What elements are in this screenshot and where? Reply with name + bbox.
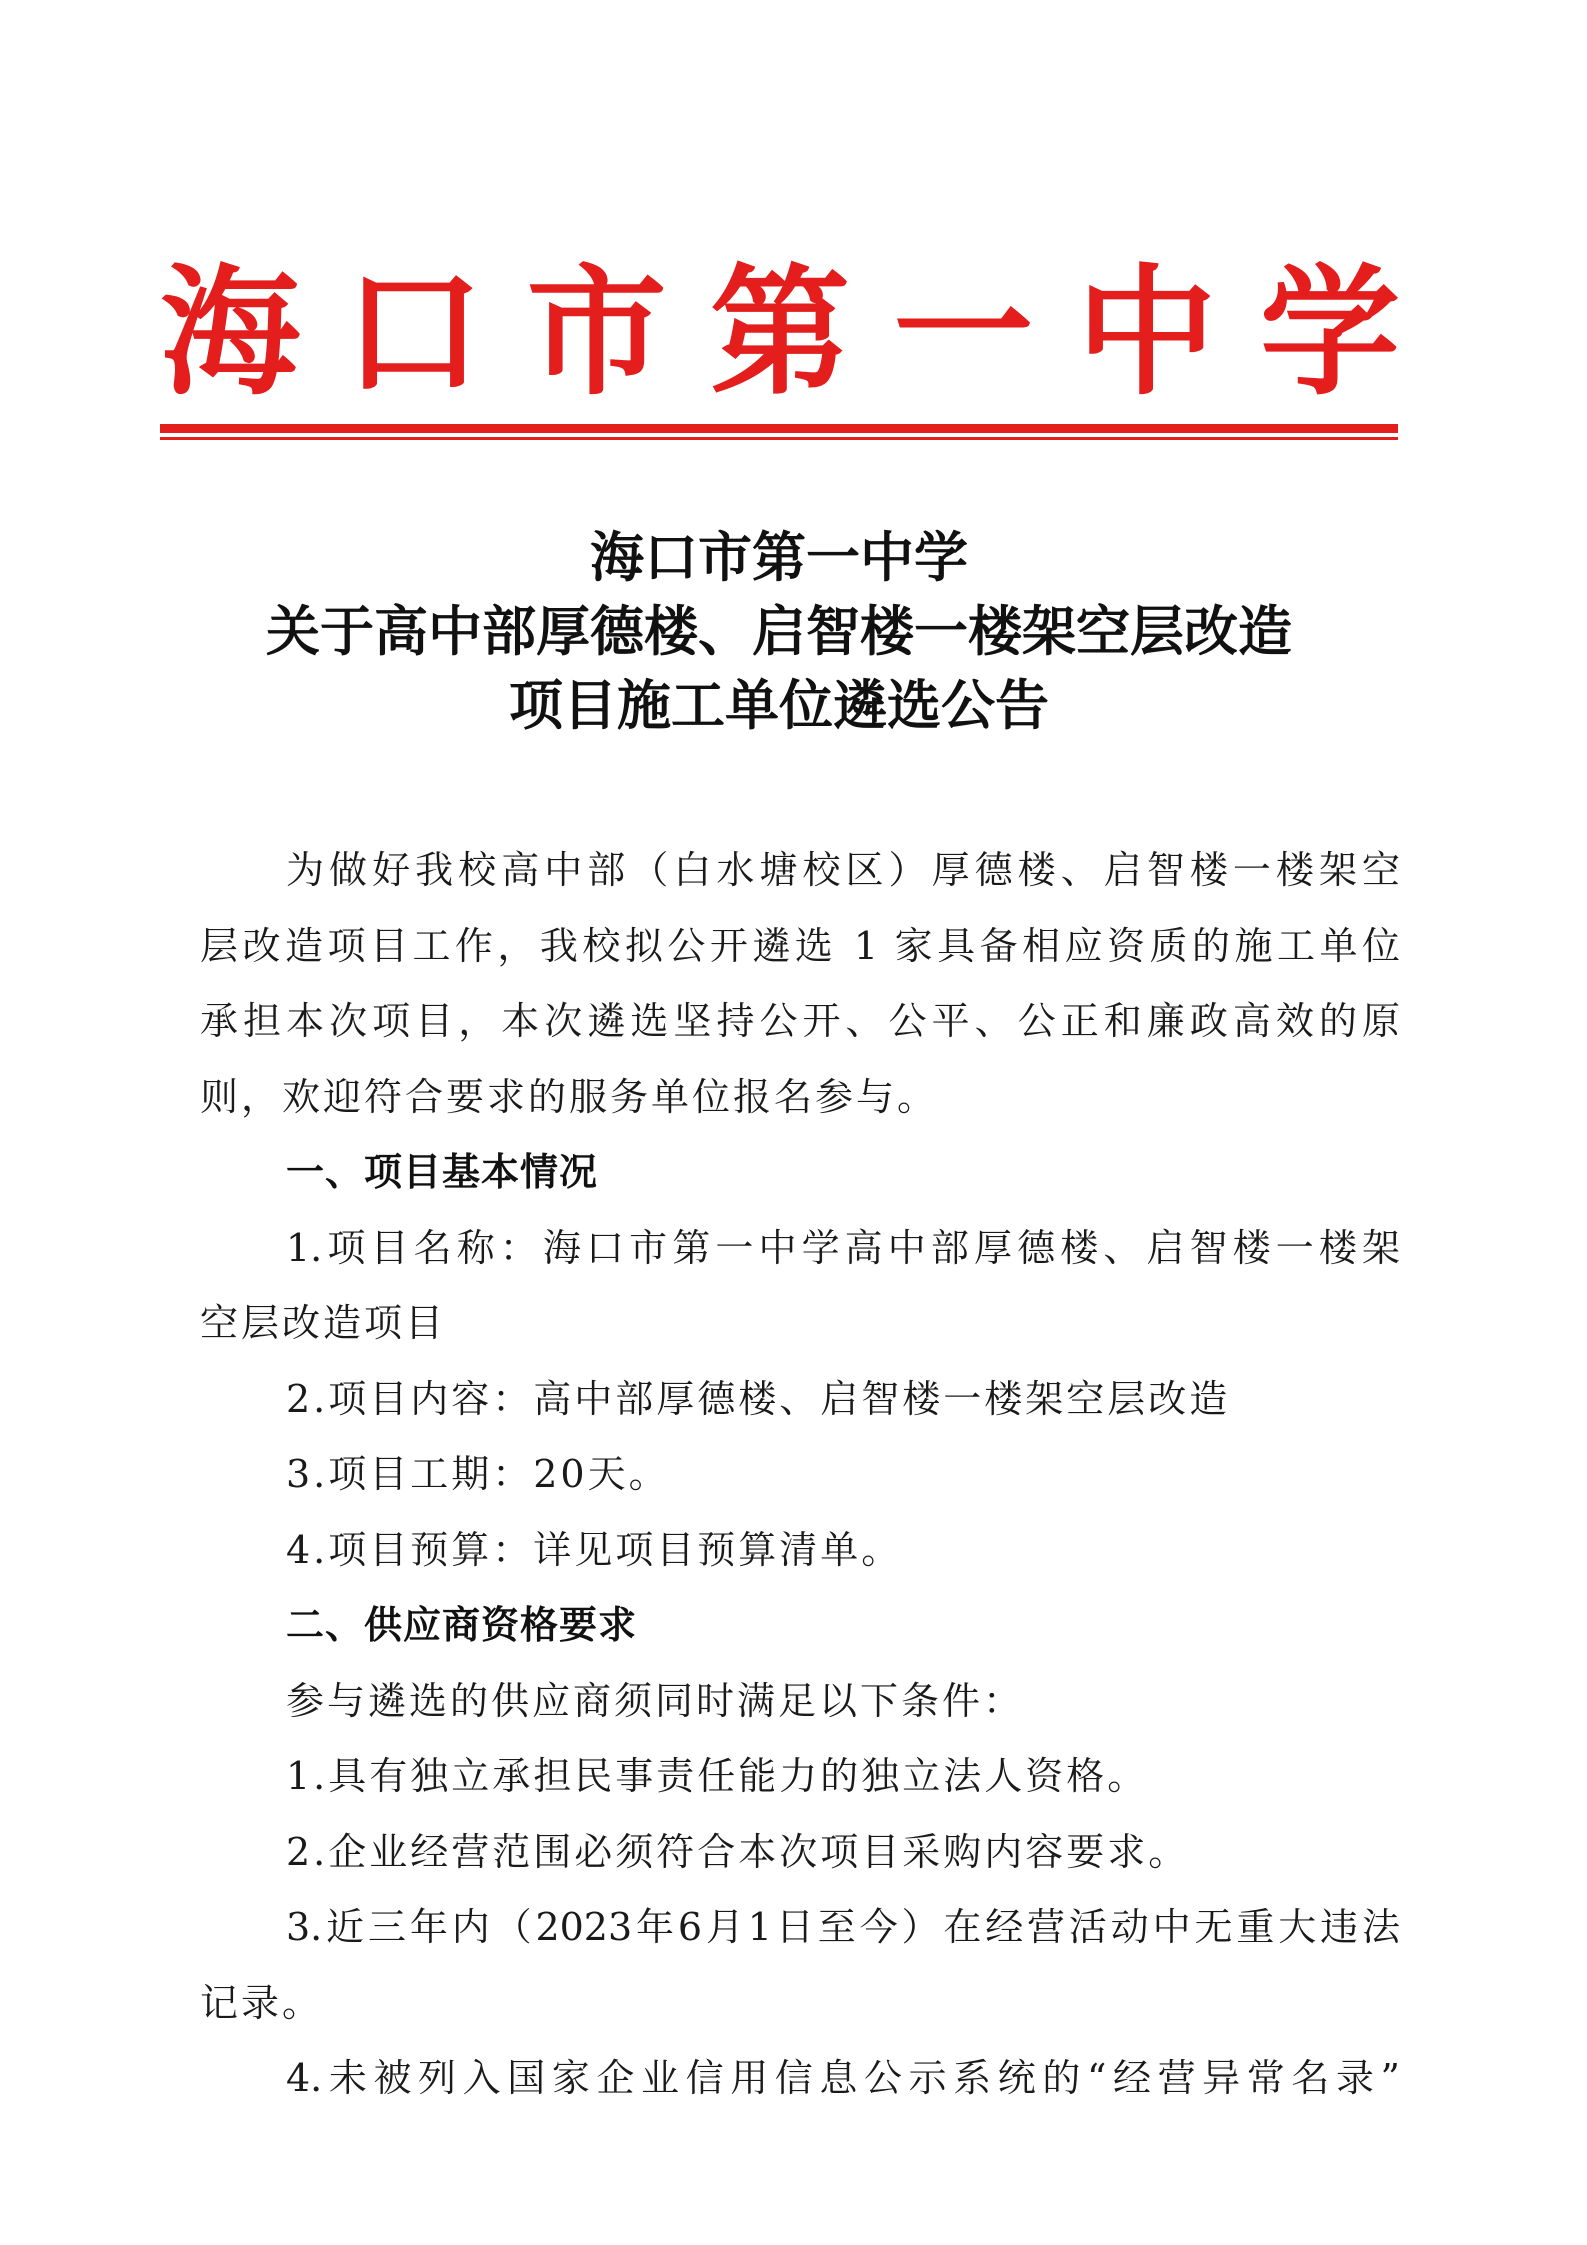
item-4: 4.项目预算：详见项目预算清单。 [286,1527,903,1572]
requirement-3-line-2: 记录。 [200,1980,324,2025]
masthead-char: 口 [343,250,484,415]
requirement-1: 1.具有独立承担民事责任能力的独立法人资格。 [286,1754,1149,1798]
intro-line-1: 为做好我校高中部（白水塘校区）厚德楼、启智楼一楼架空 [286,848,1400,892]
title-line-1: 海口市第一中学 [590,525,968,589]
masthead-char: 市 [526,250,667,415]
intro-line-2: 层改造项目工作，我校拟公开遴选 1 家具备相应资质的施工单位 [200,923,1400,968]
document-title [160,520,1398,742]
item-2: 2.项目内容：高中部厚德楼、启智楼一楼架空层改造 [286,1376,1231,1421]
section-2-lead: 参与遴选的供应商须同时满足以下条件： [286,1678,1025,1723]
intro-line-3: 承担本次项目，本次遴选坚持公开、公平、公正和廉政高效的原 [200,999,1400,1043]
masthead-char: 学 [1259,250,1400,415]
intro-line-4: 则，欢迎符合要求的服务单位报名参与。 [200,1074,939,1119]
masthead-rule-thin [160,437,1398,440]
masthead-char: 一 [893,250,1034,415]
section-1-heading: 一、项目基本情况 [286,1150,599,1194]
masthead-char: 中 [1076,250,1217,415]
item-1-line-2: 空层改造项目 [200,1301,447,1345]
section-2-heading: 二、供应商资格要求 [286,1603,638,1647]
masthead-rule-thick [160,424,1398,433]
requirement-3-line-1: 3.近三年内（2023年6月1日至今）在经营活动中无重大违法 [286,1905,1400,1949]
masthead-char: 海 [160,250,301,415]
masthead [160,250,1400,415]
item-3: 3.项目工期：20天。 [286,1452,670,1496]
title-line-2: 关于高中部厚德楼、启智楼一楼架空层改造 [266,599,1292,663]
requirement-4: 4.未被列入国家企业信用信息公示系统的“经营异常名录” [286,2056,1400,2100]
item-1-line-1: 1.项目名称：海口市第一中学高中部厚德楼、启智楼一楼架 [286,1225,1400,1270]
title-line-3: 项目施工单位遴选公告 [509,673,1049,737]
document-body [200,833,1400,2117]
requirement-2: 2.企业经营范围必须符合本次项目采购内容要求。 [286,1829,1190,1874]
masthead-char: 第 [709,250,850,415]
